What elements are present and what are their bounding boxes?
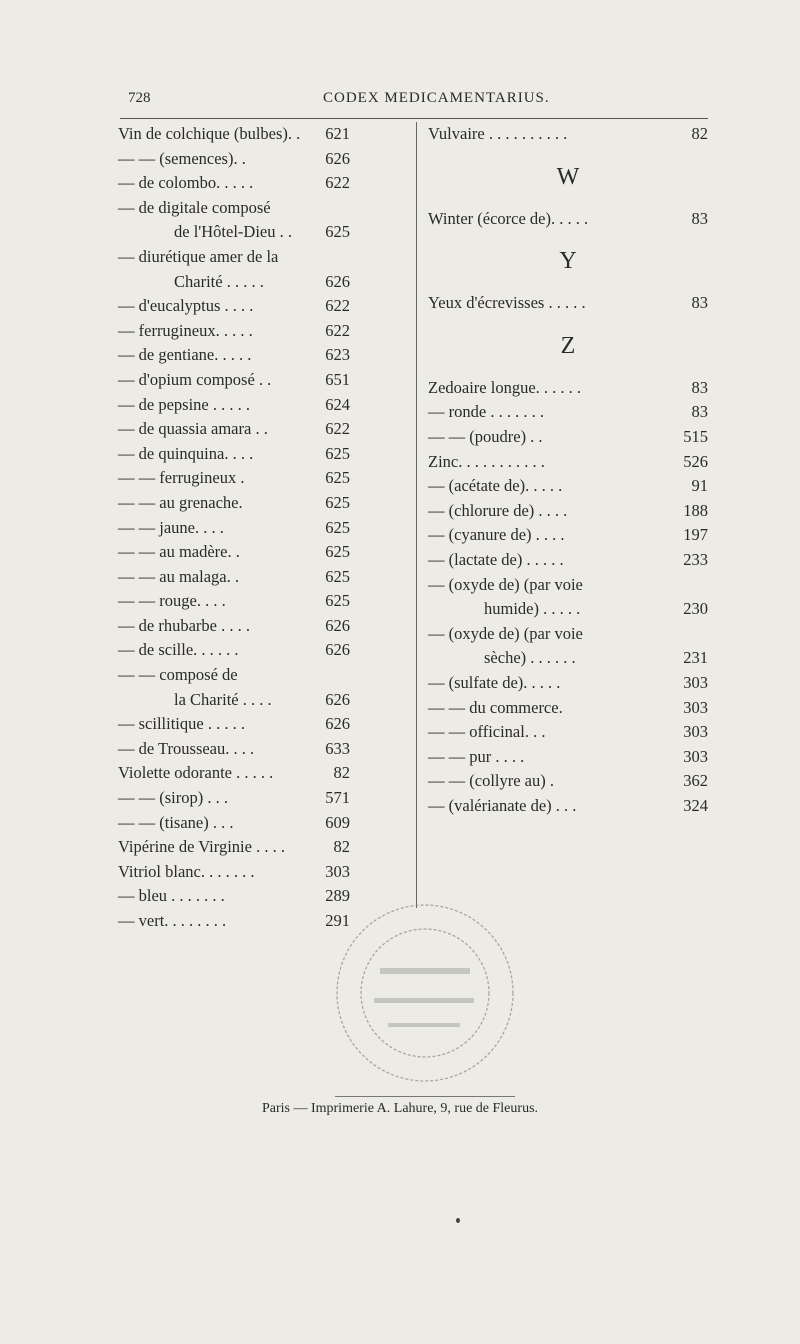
printer-imprint: Paris — Imprimerie A. Lahure, 9, rue de Fleurus. <box>261 1101 539 1116</box>
entry-page: 91 <box>691 476 708 496</box>
page-header <box>128 90 708 114</box>
entry-page: 83 <box>691 402 708 422</box>
index-entry <box>428 291 708 316</box>
entry-page: 303 <box>683 722 708 742</box>
entry-page: 626 <box>325 148 350 168</box>
index-entry <box>428 400 708 425</box>
entry-text: — bleu . . . . . . . <box>118 886 225 906</box>
entry-page: 83 <box>691 377 708 397</box>
entry-page: 625 <box>325 222 350 242</box>
section-letter: Z <box>560 332 576 359</box>
index-column-right <box>428 122 708 818</box>
index-entry <box>118 466 350 491</box>
entry-text: — — au grenache. <box>118 492 243 512</box>
entry-text: — (cyanure de) . . . . <box>428 525 565 545</box>
entry-page: 82 <box>333 763 350 783</box>
entry-text: — de quinquina. . . . <box>118 443 254 463</box>
index-entry <box>428 696 708 721</box>
entry-text: — de scille. . . . . . <box>118 640 239 660</box>
entry-page: 633 <box>325 738 350 758</box>
index-entry <box>118 220 350 245</box>
entry-page: 188 <box>683 500 708 520</box>
entry-page: 230 <box>683 599 708 619</box>
entry-text: — de quassia amara . . <box>118 419 268 439</box>
entry-text: — de rhubarbe . . . . <box>118 615 250 635</box>
entry-page: 621 <box>325 124 350 143</box>
index-entry <box>118 442 350 467</box>
entry-text: Vin de colchique (bulbes). . <box>118 124 301 143</box>
header-rule <box>120 118 708 119</box>
index-entry <box>118 122 350 147</box>
entry-text: — — composé de <box>118 665 238 685</box>
index-entry <box>118 737 350 762</box>
index-entry <box>118 589 350 614</box>
entry-text: — de pepsine . . . . . <box>118 394 250 414</box>
entry-text: Zedoaire longue. . . . . . <box>428 377 582 397</box>
entry-text: Yeux d'écrevisses . . . . . <box>428 293 586 313</box>
entry-page: 571 <box>325 788 350 808</box>
index-entry <box>118 147 350 172</box>
index-entry <box>428 597 708 622</box>
index-entry <box>118 761 350 786</box>
index-entry <box>118 614 350 639</box>
entry-page: 622 <box>325 419 350 439</box>
index-entry <box>118 343 350 368</box>
entry-page: 233 <box>683 549 708 569</box>
entry-text: — de digitale composé <box>118 197 271 217</box>
entry-page: 625 <box>325 443 350 463</box>
entry-text: — de Trousseau. . . . <box>118 738 255 758</box>
entry-text: — (chlorure de) . . . . <box>428 500 568 520</box>
entry-page: 651 <box>325 369 350 389</box>
section-letter: W <box>556 163 580 190</box>
index-entry <box>428 499 708 524</box>
index-entry <box>428 646 708 671</box>
entry-page: 515 <box>683 426 708 446</box>
entry-text: — (oxyde de) (par voie <box>428 574 583 594</box>
entry-text: de l'Hôtel-Dieu . . <box>174 222 292 242</box>
index-entry <box>428 376 708 401</box>
entry-text: — (acétate de). . . . . <box>428 476 563 496</box>
index-entry <box>428 425 708 450</box>
index-column-left <box>118 122 350 934</box>
index-entry <box>428 622 708 647</box>
entry-text: — — rouge. . . . <box>118 591 226 611</box>
entry-page: 626 <box>325 714 350 734</box>
entry-text: la Charité . . . . <box>174 689 272 709</box>
entry-page: 626 <box>325 271 350 291</box>
index-entry <box>118 811 350 836</box>
entry-page: 626 <box>325 640 350 660</box>
entry-page: 83 <box>691 293 708 313</box>
entry-text: Zinc. . . . . . . . . . . <box>428 451 545 471</box>
entry-text: Vitriol blanc. . . . . . . <box>118 861 255 881</box>
index-entry <box>118 393 350 418</box>
index-entry <box>428 671 708 696</box>
entry-page: 303 <box>683 672 708 692</box>
page-number: 728 <box>128 90 151 106</box>
index-entry <box>118 196 350 221</box>
index-entry <box>428 769 708 794</box>
entry-page: 82 <box>333 837 350 857</box>
index-entry <box>118 638 350 663</box>
index-entry <box>428 523 708 548</box>
index-entry <box>118 171 350 196</box>
entry-page: 622 <box>325 320 350 340</box>
entry-text: — — (semences). . <box>118 148 246 168</box>
entry-text: — — pur . . . . <box>428 746 525 766</box>
entry-text: humide) . . . . . <box>484 599 581 619</box>
entry-text: Vulvaire . . . . . . . . . . <box>428 124 568 143</box>
entry-page: 526 <box>683 451 708 471</box>
index-entry <box>118 565 350 590</box>
index-entry <box>118 860 350 885</box>
index-entry <box>118 319 350 344</box>
entry-text: — — officinal. . . <box>428 722 546 742</box>
entry-text: Vipérine de Virginie . . . . <box>118 837 285 857</box>
entry-text: — (oxyde de) (par voie <box>428 623 583 643</box>
entry-page: 197 <box>683 525 708 545</box>
entry-text: — — (collyre au) . <box>428 771 554 791</box>
entry-page: 624 <box>325 394 350 414</box>
entry-text: — — au madère. . <box>118 542 240 562</box>
entry-page: 625 <box>325 566 350 586</box>
entry-page: 231 <box>683 648 708 668</box>
entry-page: 303 <box>683 746 708 766</box>
entry-text: — de gentiane. . . . . <box>118 345 252 365</box>
entry-text: — d'eucalyptus . . . . <box>118 296 254 316</box>
entry-text: Violette odorante . . . . . <box>118 763 274 783</box>
entry-page: 303 <box>325 861 350 881</box>
entry-text: — — du commerce. <box>428 697 563 717</box>
index-entry <box>118 417 350 442</box>
entry-text: sèche) . . . . . . <box>484 648 576 668</box>
entry-page: 83 <box>691 208 708 228</box>
index-entry <box>118 270 350 295</box>
entry-text: — ronde . . . . . . . <box>428 402 544 422</box>
entry-text: — vert. . . . . . . . <box>118 911 227 930</box>
entry-page: 362 <box>683 771 708 791</box>
entry-text: — — au malaga. . <box>118 566 239 586</box>
entry-page: 303 <box>683 697 708 717</box>
entry-page: 324 <box>683 795 708 815</box>
entry-text: — d'opium composé . . <box>118 369 272 389</box>
index-entry <box>118 688 350 713</box>
entry-page: 82 <box>691 124 708 143</box>
index-entry <box>428 450 708 475</box>
entry-text: — diurétique amer de la <box>118 246 279 266</box>
entry-text: — — (tisane) . . . <box>118 812 234 832</box>
index-entry <box>118 835 350 860</box>
index-entry <box>428 720 708 745</box>
library-stamp <box>330 898 520 1088</box>
index-entry <box>118 786 350 811</box>
index-entry <box>118 491 350 516</box>
entry-text: — — (poudre) . . <box>428 426 543 446</box>
entry-page: 625 <box>325 542 350 562</box>
index-entry <box>118 516 350 541</box>
section-letter: Y <box>559 248 577 275</box>
entry-text: — (sulfate de). . . . . <box>428 672 561 692</box>
entry-text: Charité . . . . . <box>174 271 264 291</box>
entry-page: 291 <box>325 911 350 930</box>
entry-text: Winter (écorce de). . . . . <box>428 208 589 228</box>
index-entry <box>428 794 708 819</box>
index-entry <box>118 712 350 737</box>
index-entry <box>428 122 708 147</box>
entry-page: 622 <box>325 296 350 316</box>
footer-rule <box>335 1096 515 1097</box>
entry-text: — (valérianate de) . . . <box>428 795 577 815</box>
index-entry <box>118 909 350 934</box>
entry-page: 626 <box>325 615 350 635</box>
entry-page: 622 <box>325 173 350 193</box>
entry-page: 625 <box>325 591 350 611</box>
entry-page: 623 <box>325 345 350 365</box>
entry-text: — (lactate de) . . . . . <box>428 549 564 569</box>
index-entry <box>118 368 350 393</box>
entry-page: 625 <box>325 492 350 512</box>
index-entry <box>428 548 708 573</box>
index-entry <box>118 294 350 319</box>
entry-text: — de colombo. . . . . <box>118 173 254 193</box>
index-entry <box>428 745 708 770</box>
index-entry <box>428 573 708 598</box>
running-title: CODEX MEDICAMENTARIUS. <box>323 90 550 106</box>
index-entry <box>428 474 708 499</box>
entry-page: 609 <box>325 812 350 832</box>
index-entry <box>118 663 350 688</box>
index-entry <box>118 540 350 565</box>
entry-page: 625 <box>325 468 350 488</box>
index-entry <box>118 245 350 270</box>
entry-text: — — (sirop) . . . <box>118 788 228 808</box>
ink-spot <box>456 1218 460 1223</box>
column-divider <box>416 122 417 908</box>
entry-text: — — jaune. . . . <box>118 517 224 537</box>
entry-text: — — ferrugineux . <box>118 468 245 488</box>
entry-text: — scillitique . . . . . <box>118 714 245 734</box>
entry-text: — ferrugineux. . . . . <box>118 320 253 340</box>
entry-page: 625 <box>325 517 350 537</box>
entry-page: 289 <box>325 886 350 906</box>
entry-page: 626 <box>325 689 350 709</box>
index-entry <box>118 884 350 909</box>
index-entry <box>428 207 708 232</box>
